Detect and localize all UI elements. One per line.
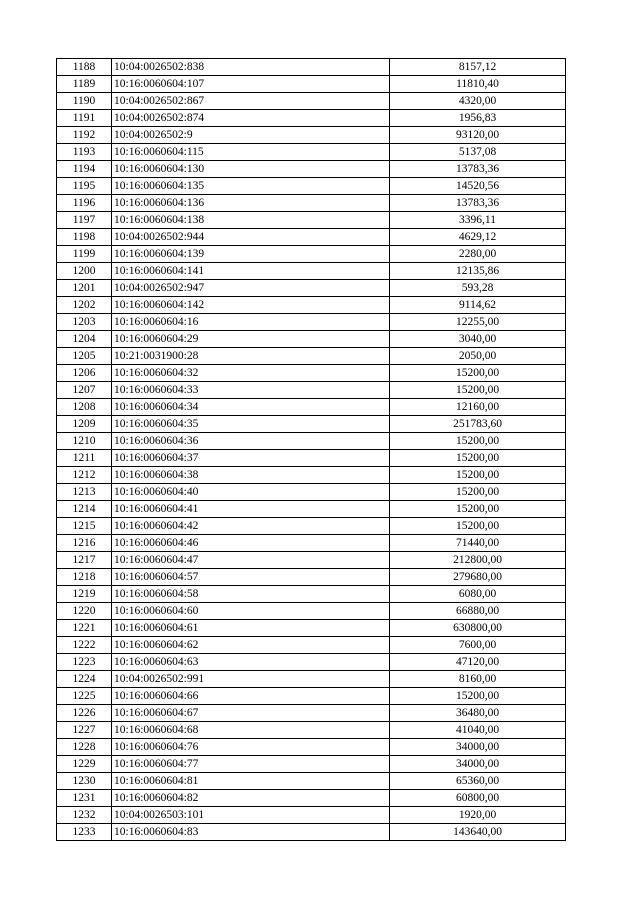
cadastral-number-cell: 10:16:0060604:135 <box>112 178 390 195</box>
table-row <box>57 416 566 433</box>
cadastral-value-cell: 14520,56 <box>390 178 566 195</box>
table-row <box>57 144 566 161</box>
row-number-cell: 1191 <box>57 110 112 127</box>
row-number-cell: 1221 <box>57 620 112 637</box>
table-row <box>57 688 566 705</box>
cadastral-value-cell: 4320,00 <box>390 93 566 110</box>
cadastral-value-cell: 47120,00 <box>390 654 566 671</box>
cadastral-number-cell: 10:16:0060604:81 <box>112 773 390 790</box>
table-row <box>57 756 566 773</box>
table-row <box>57 76 566 93</box>
cadastral-value-cell: 15200,00 <box>390 518 566 535</box>
cadastral-value-cell: 34000,00 <box>390 739 566 756</box>
cadastral-number-cell: 10:16:0060604:42 <box>112 518 390 535</box>
row-number-cell: 1207 <box>57 382 112 399</box>
cadastral-value-cell: 7600,00 <box>390 637 566 654</box>
cadastral-number-cell: 10:16:0060604:136 <box>112 195 390 212</box>
cadastral-number-cell: 10:16:0060604:76 <box>112 739 390 756</box>
row-number-cell: 1219 <box>57 586 112 603</box>
row-number-cell: 1199 <box>57 246 112 263</box>
table-row <box>57 263 566 280</box>
cadastral-number-cell: 10:16:0060604:57 <box>112 569 390 586</box>
cadastral-value-cell: 2050,00 <box>390 348 566 365</box>
cadastral-number-cell: 10:16:0060604:107 <box>112 76 390 93</box>
table-row <box>57 739 566 756</box>
row-number-cell: 1190 <box>57 93 112 110</box>
cadastral-value-cell: 5137,08 <box>390 144 566 161</box>
table-row <box>57 603 566 620</box>
row-number-cell: 1198 <box>57 229 112 246</box>
table-row <box>57 773 566 790</box>
cadastral-value-cell: 8160,00 <box>390 671 566 688</box>
cadastral-number-cell: 10:04:0026502:838 <box>112 59 390 76</box>
row-number-cell: 1226 <box>57 705 112 722</box>
cadastral-value-cell: 65360,00 <box>390 773 566 790</box>
row-number-cell: 1227 <box>57 722 112 739</box>
cadastral-value-cell: 12160,00 <box>390 399 566 416</box>
table-row <box>57 59 566 76</box>
table-row <box>57 654 566 671</box>
cadastral-value-cell: 93120,00 <box>390 127 566 144</box>
table-row <box>57 382 566 399</box>
table-row <box>57 535 566 552</box>
table-row <box>57 280 566 297</box>
row-number-cell: 1204 <box>57 331 112 348</box>
table-row <box>57 348 566 365</box>
cadastral-number-cell: 10:04:0026502:867 <box>112 93 390 110</box>
row-number-cell: 1203 <box>57 314 112 331</box>
cadastral-number-cell: 10:16:0060604:141 <box>112 263 390 280</box>
cadastral-value-cell: 3396,11 <box>390 212 566 229</box>
cadastral-number-cell: 10:16:0060604:29 <box>112 331 390 348</box>
cadastral-number-cell: 10:04:0026502:9 <box>112 127 390 144</box>
cadastral-value-cell: 34000,00 <box>390 756 566 773</box>
row-number-cell: 1232 <box>57 807 112 824</box>
cadastral-value-cell: 630800,00 <box>390 620 566 637</box>
table-row <box>57 246 566 263</box>
cadastral-number-cell: 10:04:0026502:947 <box>112 280 390 297</box>
cadastral-value-cell: 3040,00 <box>390 331 566 348</box>
cadastral-value-cell: 15200,00 <box>390 365 566 382</box>
row-number-cell: 1192 <box>57 127 112 144</box>
cadastral-number-cell: 10:04:0026502:874 <box>112 110 390 127</box>
cadastral-value-cell: 60800,00 <box>390 790 566 807</box>
table-row <box>57 671 566 688</box>
table-row <box>57 127 566 144</box>
cadastral-number-cell: 10:16:0060604:138 <box>112 212 390 229</box>
row-number-cell: 1220 <box>57 603 112 620</box>
cadastral-value-cell: 143640,00 <box>390 824 566 841</box>
row-number-cell: 1209 <box>57 416 112 433</box>
table-row <box>57 586 566 603</box>
row-number-cell: 1216 <box>57 535 112 552</box>
table-row <box>57 93 566 110</box>
cadastral-number-cell: 10:16:0060604:142 <box>112 297 390 314</box>
row-number-cell: 1210 <box>57 433 112 450</box>
row-number-cell: 1231 <box>57 790 112 807</box>
cadastral-number-cell: 10:16:0060604:68 <box>112 722 390 739</box>
table-row <box>57 229 566 246</box>
row-number-cell: 1212 <box>57 467 112 484</box>
cadastral-value-cell: 15200,00 <box>390 501 566 518</box>
cadastral-number-cell: 10:16:0060604:32 <box>112 365 390 382</box>
table-row <box>57 195 566 212</box>
row-number-cell: 1233 <box>57 824 112 841</box>
row-number-cell: 1206 <box>57 365 112 382</box>
cadastral-number-cell: 10:16:0060604:61 <box>112 620 390 637</box>
cadastral-value-cell: 279680,00 <box>390 569 566 586</box>
table-row <box>57 620 566 637</box>
table-row <box>57 297 566 314</box>
cadastral-number-cell: 10:16:0060604:47 <box>112 552 390 569</box>
table-row <box>57 501 566 518</box>
row-number-cell: 1214 <box>57 501 112 518</box>
cadastral-number-cell: 10:16:0060604:46 <box>112 535 390 552</box>
cadastral-value-cell: 13783,36 <box>390 195 566 212</box>
table-row <box>57 552 566 569</box>
table-row <box>57 178 566 195</box>
row-number-cell: 1189 <box>57 76 112 93</box>
table-row <box>57 161 566 178</box>
table-row <box>57 569 566 586</box>
table-row <box>57 467 566 484</box>
cadastral-value-cell: 251783,60 <box>390 416 566 433</box>
cadastral-value-cell: 1956,83 <box>390 110 566 127</box>
cadastral-number-cell: 10:16:0060604:66 <box>112 688 390 705</box>
row-number-cell: 1195 <box>57 178 112 195</box>
row-number-cell: 1196 <box>57 195 112 212</box>
row-number-cell: 1218 <box>57 569 112 586</box>
cadastral-number-cell: 10:16:0060604:130 <box>112 161 390 178</box>
cadastral-value-table <box>56 58 566 841</box>
cadastral-number-cell: 10:16:0060604:82 <box>112 790 390 807</box>
table-row <box>57 705 566 722</box>
cadastral-number-cell: 10:16:0060604:83 <box>112 824 390 841</box>
row-number-cell: 1208 <box>57 399 112 416</box>
cadastral-number-cell: 10:16:0060604:34 <box>112 399 390 416</box>
table-row <box>57 433 566 450</box>
cadastral-number-cell: 10:04:0026502:991 <box>112 671 390 688</box>
row-number-cell: 1215 <box>57 518 112 535</box>
cadastral-value-cell: 71440,00 <box>390 535 566 552</box>
cadastral-number-cell: 10:16:0060604:36 <box>112 433 390 450</box>
cadastral-number-cell: 10:16:0060604:38 <box>112 467 390 484</box>
cadastral-number-cell: 10:16:0060604:77 <box>112 756 390 773</box>
cadastral-number-cell: 10:16:0060604:63 <box>112 654 390 671</box>
row-number-cell: 1197 <box>57 212 112 229</box>
row-number-cell: 1211 <box>57 450 112 467</box>
cadastral-value-cell: 15200,00 <box>390 467 566 484</box>
cadastral-value-cell: 66880,00 <box>390 603 566 620</box>
table-row <box>57 399 566 416</box>
table-row <box>57 365 566 382</box>
row-number-cell: 1225 <box>57 688 112 705</box>
cadastral-value-cell: 15200,00 <box>390 450 566 467</box>
cadastral-value-cell: 15200,00 <box>390 382 566 399</box>
row-number-cell: 1229 <box>57 756 112 773</box>
cadastral-value-cell: 41040,00 <box>390 722 566 739</box>
table-row <box>57 790 566 807</box>
cadastral-value-cell: 12135,86 <box>390 263 566 280</box>
table-row <box>57 331 566 348</box>
cadastral-number-cell: 10:16:0060604:139 <box>112 246 390 263</box>
cadastral-value-cell: 11810,40 <box>390 76 566 93</box>
row-number-cell: 1202 <box>57 297 112 314</box>
cadastral-value-cell: 593,28 <box>390 280 566 297</box>
row-number-cell: 1213 <box>57 484 112 501</box>
table-body <box>57 59 566 841</box>
cadastral-number-cell: 10:16:0060604:58 <box>112 586 390 603</box>
cadastral-value-cell: 9114,62 <box>390 297 566 314</box>
table-row <box>57 314 566 331</box>
row-number-cell: 1193 <box>57 144 112 161</box>
table-row <box>57 110 566 127</box>
row-number-cell: 1205 <box>57 348 112 365</box>
cadastral-value-cell: 15200,00 <box>390 484 566 501</box>
row-number-cell: 1217 <box>57 552 112 569</box>
table-row <box>57 722 566 739</box>
cadastral-number-cell: 10:16:0060604:41 <box>112 501 390 518</box>
cadastral-number-cell: 10:16:0060604:37 <box>112 450 390 467</box>
row-number-cell: 1223 <box>57 654 112 671</box>
cadastral-value-cell: 36480,00 <box>390 705 566 722</box>
cadastral-value-cell: 212800,00 <box>390 552 566 569</box>
cadastral-number-cell: 10:16:0060604:40 <box>112 484 390 501</box>
cadastral-value-cell: 8157,12 <box>390 59 566 76</box>
cadastral-number-cell: 10:16:0060604:35 <box>112 416 390 433</box>
row-number-cell: 1224 <box>57 671 112 688</box>
cadastral-number-cell: 10:04:0026503:101 <box>112 807 390 824</box>
cadastral-number-cell: 10:21:0031900:28 <box>112 348 390 365</box>
cadastral-number-cell: 10:16:0060604:33 <box>112 382 390 399</box>
cadastral-value-cell: 4629,12 <box>390 229 566 246</box>
table-row <box>57 484 566 501</box>
table-row <box>57 450 566 467</box>
cadastral-number-cell: 10:16:0060604:60 <box>112 603 390 620</box>
table-row <box>57 824 566 841</box>
cadastral-number-cell: 10:16:0060604:67 <box>112 705 390 722</box>
row-number-cell: 1194 <box>57 161 112 178</box>
cadastral-value-cell: 6080,00 <box>390 586 566 603</box>
cadastral-number-cell: 10:16:0060604:115 <box>112 144 390 161</box>
table-row <box>57 637 566 654</box>
table-row <box>57 212 566 229</box>
row-number-cell: 1200 <box>57 263 112 280</box>
cadastral-number-cell: 10:04:0026502:944 <box>112 229 390 246</box>
row-number-cell: 1188 <box>57 59 112 76</box>
cadastral-value-cell: 2280,00 <box>390 246 566 263</box>
table-row <box>57 807 566 824</box>
row-number-cell: 1230 <box>57 773 112 790</box>
cadastral-value-cell: 12255,00 <box>390 314 566 331</box>
cadastral-value-cell: 13783,36 <box>390 161 566 178</box>
cadastral-value-cell: 15200,00 <box>390 433 566 450</box>
cadastral-number-cell: 10:16:0060604:62 <box>112 637 390 654</box>
cadastral-value-cell: 15200,00 <box>390 688 566 705</box>
cadastral-value-cell: 1920,00 <box>390 807 566 824</box>
row-number-cell: 1201 <box>57 280 112 297</box>
row-number-cell: 1222 <box>57 637 112 654</box>
row-number-cell: 1228 <box>57 739 112 756</box>
table-row <box>57 518 566 535</box>
cadastral-number-cell: 10:16:0060604:16 <box>112 314 390 331</box>
